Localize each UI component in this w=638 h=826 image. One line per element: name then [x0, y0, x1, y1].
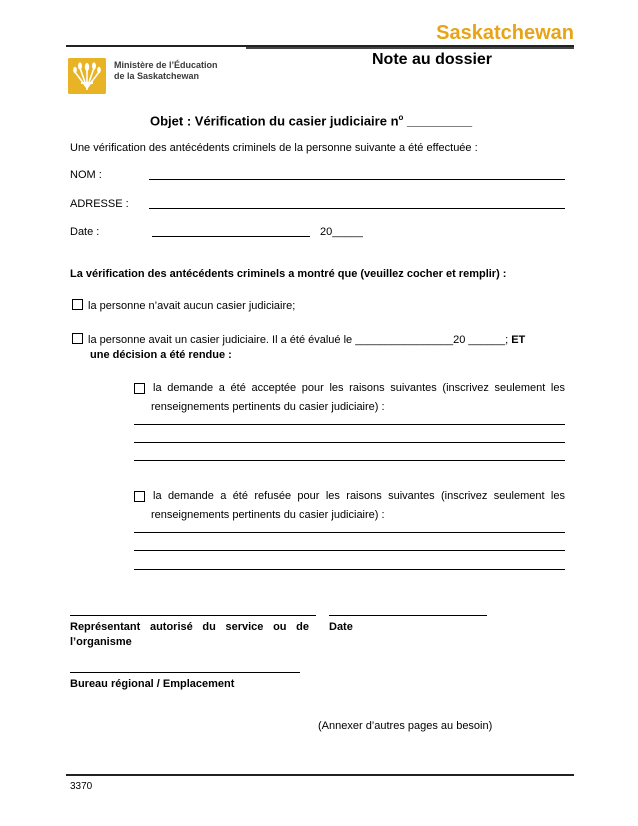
document-title: Note au dossier [372, 51, 493, 68]
no-record-checkbox[interactable] [72, 299, 83, 310]
refused-reason-line-2[interactable] [134, 550, 565, 551]
nom-label: NOM : [70, 169, 102, 181]
adresse-label: ADRESSE : [70, 198, 129, 210]
subject-number-sup: o [398, 113, 404, 122]
option-has-record [72, 333, 525, 346]
signature-date-line[interactable] [329, 615, 487, 616]
intro-text: Une vérification des antécédents criminels de la personne suivante a été effectuée : [70, 142, 478, 154]
refused-checkbox[interactable] [134, 491, 145, 502]
accepted-reason-line-3[interactable] [134, 460, 565, 461]
adresse-field[interactable] [149, 208, 565, 209]
accepted-reason-line-2[interactable] [134, 442, 565, 443]
header-rule-secondary [246, 47, 574, 49]
signature-date-label: Date [329, 621, 353, 633]
refused-line-1: la demande a été refusée pour les raisons suivantes (inscrivez seulement les [153, 490, 565, 502]
ministry-line-1: Ministère de l’Éducation [114, 60, 218, 70]
bureau-line[interactable] [70, 672, 300, 673]
et-label: ET [511, 334, 526, 346]
date-field[interactable] [152, 236, 310, 237]
refused-reason-line-3[interactable] [134, 569, 565, 570]
subject-blank: _________ [403, 113, 473, 129]
form-number: 3370 [70, 781, 93, 792]
has-record-checkbox[interactable] [72, 333, 83, 344]
wheat-logo-icon [68, 58, 106, 94]
footer-rule [66, 774, 574, 776]
accepted-checkbox[interactable] [134, 383, 145, 394]
representative-label-line-2: l’organisme [70, 636, 132, 648]
bureau-label: Bureau régional / Emplacement [70, 678, 235, 690]
accepted-block [134, 382, 565, 394]
refused-block [134, 490, 565, 502]
refused-line-2: renseignements pertinents du casier judiciaire) : [151, 509, 385, 521]
subject-line [150, 113, 472, 128]
accepted-line-2: renseignements pertinents du casier judiciaire) : [151, 401, 385, 413]
date-year-suffix: 20_____ [320, 226, 363, 238]
decision-rendered-label: une décision a été rendue : [90, 349, 232, 361]
representative-label-line-1: Représentant autorisé du service ou de [70, 621, 309, 633]
nom-field[interactable] [149, 179, 565, 180]
accepted-reason-line-1[interactable] [134, 424, 565, 425]
ministry-line-2: de la Saskatchewan [114, 71, 200, 81]
date-label: Date : [70, 226, 100, 238]
option-has-record-label: la personne avait un casier judiciaire. Il a été évalué le ________________20 ______; [88, 334, 509, 346]
brand-wordmark: Saskatchewan [436, 22, 574, 44]
representative-signature-line[interactable] [70, 615, 316, 616]
result-heading: La vérification des antécédents criminels a montré que (veuillez cocher et remplir) : [70, 268, 507, 280]
option-no-record-label: la personne n’avait aucun casier judiciaire; [88, 300, 296, 312]
refused-reason-line-1[interactable] [134, 532, 565, 533]
annex-note: (Annexer d’autres pages au besoin) [318, 720, 493, 732]
representative-label [70, 621, 309, 648]
accepted-line-1: la demande a été acceptée pour les raisons suivantes (inscrivez seulement les [153, 382, 565, 394]
option-no-record [72, 299, 295, 312]
ministry-name [114, 60, 218, 82]
subject-prefix: Objet : Vérification du casier judiciaire n [150, 113, 399, 129]
